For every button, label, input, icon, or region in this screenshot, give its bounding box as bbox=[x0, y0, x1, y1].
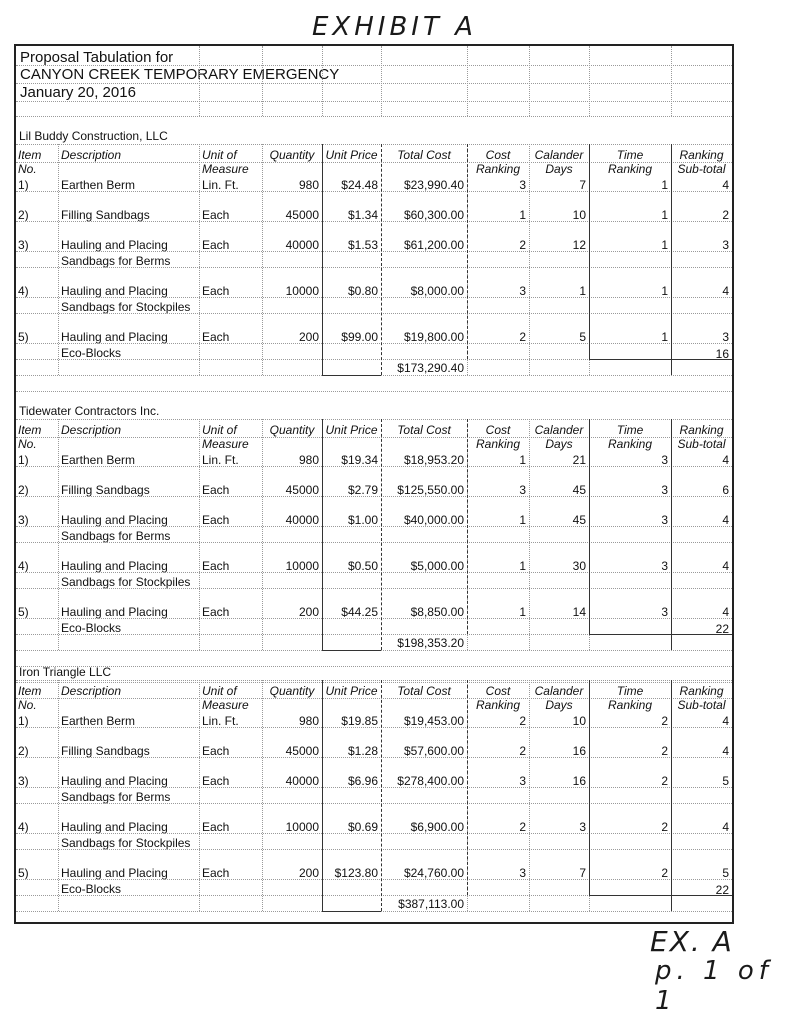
item-quantity: 200 bbox=[298, 866, 319, 880]
tabulation-sheet bbox=[14, 44, 734, 924]
bidder-ranking-total: 22 bbox=[715, 622, 729, 636]
item-unit: Lin. Ft. bbox=[202, 178, 239, 192]
col-header-ranking: Ranking bbox=[679, 148, 724, 162]
item-time-ranking: 2 bbox=[661, 744, 668, 758]
grid-row-line bbox=[16, 343, 732, 344]
item-description: Hauling and Placing bbox=[61, 238, 168, 252]
item-total-cost: $6,900.00 bbox=[410, 820, 464, 834]
item-cost-ranking: 1 bbox=[519, 453, 526, 467]
col-header-quantity: Quantity bbox=[269, 423, 315, 437]
col-header-time: Time bbox=[616, 423, 644, 437]
item-total-cost: $8,000.00 bbox=[410, 284, 464, 298]
grid-row-line bbox=[16, 251, 732, 252]
bidder-total-cost: $387,113.00 bbox=[398, 897, 464, 911]
item-ranking-subtotal: 4 bbox=[722, 605, 729, 619]
grid-column-line bbox=[467, 419, 468, 634]
item-number: 5) bbox=[18, 330, 29, 344]
page-of-handwriting: p. 1 of 1 bbox=[655, 956, 773, 1016]
item-ranking-subtotal: 4 bbox=[722, 284, 729, 298]
item-quantity: 980 bbox=[298, 714, 319, 728]
item-description: Hauling and Placing bbox=[61, 330, 168, 344]
grid-column-line bbox=[199, 144, 200, 375]
item-quantity: 10000 bbox=[285, 284, 319, 298]
item-days: 10 bbox=[572, 714, 586, 728]
title-line-2: CANYON CREEK TEMPORARY EMERGENCY bbox=[20, 66, 340, 83]
grid-row-line bbox=[16, 496, 732, 497]
item-days: 7 bbox=[579, 866, 586, 880]
item-cost-ranking: 3 bbox=[519, 866, 526, 880]
item-number: 4) bbox=[18, 820, 29, 834]
item-description-detail: Sandbags for Stockpiles bbox=[61, 300, 191, 314]
item-days: 30 bbox=[572, 559, 586, 573]
col-header-days: Days bbox=[545, 162, 573, 176]
item-unit-price: $0.50 bbox=[347, 559, 378, 573]
item-description: Hauling and Placing bbox=[61, 513, 168, 527]
grid-row-line bbox=[16, 879, 732, 880]
item-time-ranking: 2 bbox=[661, 820, 668, 834]
col-header-time-ranking: Ranking bbox=[607, 437, 653, 451]
col-header-cost-ranking: Ranking bbox=[475, 437, 521, 451]
item-unit: Each bbox=[202, 513, 230, 527]
item-cost-ranking: 2 bbox=[519, 238, 526, 252]
item-unit-price: $0.69 bbox=[347, 820, 378, 834]
item-number: 4) bbox=[18, 284, 29, 298]
item-cost-ranking: 2 bbox=[519, 744, 526, 758]
item-unit: Each bbox=[202, 483, 230, 497]
col-header-unit: Unit of bbox=[202, 684, 237, 698]
item-unit-price: $1.00 bbox=[347, 513, 378, 527]
total-underline bbox=[589, 634, 732, 635]
item-quantity: 45000 bbox=[285, 483, 319, 497]
grid-row-line bbox=[16, 757, 732, 758]
grid-row-line bbox=[16, 727, 732, 728]
grid-column-line bbox=[262, 46, 263, 116]
col-header-total-cost: Total Cost bbox=[397, 148, 451, 162]
item-cost-ranking: 2 bbox=[519, 714, 526, 728]
item-total-cost: $18,953.20 bbox=[403, 453, 464, 467]
col-header-time: Time bbox=[616, 684, 644, 698]
grid-row-line bbox=[16, 391, 732, 392]
col-header-subtotal: Sub-total bbox=[677, 437, 726, 451]
item-quantity: 45000 bbox=[285, 208, 319, 222]
item-ranking-subtotal: 4 bbox=[722, 178, 729, 192]
item-time-ranking: 2 bbox=[661, 774, 668, 788]
grid-row-line bbox=[16, 83, 732, 84]
item-description: Filling Sandbags bbox=[61, 744, 150, 758]
grid-row-line bbox=[16, 313, 732, 314]
grid-row-line bbox=[16, 588, 732, 589]
bidder-total-cost: $198,353.20 bbox=[397, 636, 464, 650]
item-description-detail: Sandbags for Berms bbox=[61, 529, 171, 543]
col-header-calander: Calander bbox=[534, 423, 584, 437]
grid-column-line bbox=[529, 144, 530, 375]
grid-row-line bbox=[16, 803, 732, 804]
grid-column-line bbox=[262, 419, 263, 650]
item-ranking-subtotal: 2 bbox=[722, 208, 729, 222]
item-unit: Each bbox=[202, 330, 230, 344]
grid-column-line bbox=[529, 46, 530, 116]
item-unit: Each bbox=[202, 774, 230, 788]
item-ranking-subtotal: 5 bbox=[722, 774, 729, 788]
col-header-calander: Calander bbox=[534, 148, 584, 162]
col-header-measure: Measure bbox=[202, 437, 249, 451]
item-total-cost: $24,760.00 bbox=[403, 866, 464, 880]
item-quantity: 40000 bbox=[285, 238, 319, 252]
col-header-unit-price: Unit Price bbox=[325, 423, 378, 437]
col-header-cost: Cost bbox=[485, 148, 511, 162]
item-description: Earthen Berm bbox=[61, 714, 136, 728]
item-days: 16 bbox=[572, 744, 586, 758]
item-unit-price: $1.34 bbox=[347, 208, 378, 222]
grid-row-line bbox=[16, 466, 732, 467]
col-header-no: No. bbox=[18, 162, 37, 176]
col-header-ranking: Ranking bbox=[679, 684, 724, 698]
col-header-unit: Unit of bbox=[202, 423, 237, 437]
item-total-cost: $8,850.00 bbox=[410, 605, 464, 619]
item-number: 2) bbox=[18, 483, 29, 497]
grid-column-line bbox=[381, 46, 382, 116]
item-total-cost: $278,400.00 bbox=[397, 774, 464, 788]
grid-column-line bbox=[589, 144, 590, 359]
item-time-ranking: 1 bbox=[661, 178, 668, 192]
item-unit-price: $1.53 bbox=[347, 238, 378, 252]
item-description-detail: Eco-Blocks bbox=[61, 346, 122, 360]
grid-column-line bbox=[671, 46, 672, 116]
item-description: Hauling and Placing bbox=[61, 559, 168, 573]
item-description: Earthen Berm bbox=[61, 453, 136, 467]
grid-column-line bbox=[671, 680, 672, 911]
grid-row-line bbox=[16, 267, 732, 268]
item-days: 5 bbox=[579, 330, 586, 344]
item-quantity: 40000 bbox=[285, 513, 319, 527]
grid-row-line bbox=[16, 65, 732, 66]
grid-column-line bbox=[199, 419, 200, 650]
col-header-time-ranking: Ranking bbox=[607, 698, 653, 712]
grid-column-line bbox=[589, 46, 590, 116]
item-ranking-subtotal: 6 bbox=[722, 483, 729, 497]
item-quantity: 980 bbox=[298, 178, 319, 192]
item-number: 3) bbox=[18, 513, 29, 527]
col-header-calander: Calander bbox=[534, 684, 584, 698]
item-time-ranking: 3 bbox=[661, 513, 668, 527]
item-quantity: 980 bbox=[298, 453, 319, 467]
item-total-cost: $19,453.00 bbox=[403, 714, 464, 728]
bidder-ranking-total: 16 bbox=[715, 347, 729, 361]
col-header-quantity: Quantity bbox=[269, 684, 315, 698]
grid-column-line bbox=[58, 419, 59, 650]
total-underline bbox=[322, 375, 381, 376]
col-header-cost: Cost bbox=[485, 423, 511, 437]
item-unit-price: $123.80 bbox=[334, 866, 378, 880]
item-description-detail: Eco-Blocks bbox=[61, 882, 122, 896]
grid-row-line bbox=[16, 682, 732, 683]
col-header-cost: Cost bbox=[485, 684, 511, 698]
item-unit-price: $44.25 bbox=[341, 605, 378, 619]
bidder-name: Lil Buddy Construction, LLC bbox=[19, 129, 168, 143]
grid-column-line bbox=[467, 144, 468, 359]
grid-row-line bbox=[16, 419, 732, 420]
col-header-item: Item bbox=[18, 148, 42, 162]
grid-column-line bbox=[467, 46, 468, 116]
item-total-cost: $23,990.40 bbox=[403, 178, 464, 192]
grid-row-line bbox=[16, 849, 732, 850]
grid-row-line bbox=[16, 191, 732, 192]
item-total-cost: $125,550.00 bbox=[397, 483, 464, 497]
grid-row-line bbox=[16, 221, 732, 222]
item-description: Hauling and Placing bbox=[61, 774, 168, 788]
item-quantity: 200 bbox=[298, 330, 319, 344]
item-number: 1) bbox=[18, 178, 29, 192]
exhibit-handwriting: EXHIBIT A bbox=[312, 12, 477, 42]
bidder-ranking-total: 22 bbox=[715, 883, 729, 897]
item-unit-price: $19.85 bbox=[341, 714, 378, 728]
col-header-unit-price: Unit Price bbox=[325, 148, 378, 162]
item-unit: Each bbox=[202, 820, 230, 834]
item-days: 7 bbox=[579, 178, 586, 192]
total-underline bbox=[589, 359, 732, 360]
item-unit: Each bbox=[202, 559, 230, 573]
item-description: Hauling and Placing bbox=[61, 284, 168, 298]
item-description: Hauling and Placing bbox=[61, 866, 168, 880]
item-days: 10 bbox=[572, 208, 586, 222]
item-days: 1 bbox=[579, 284, 586, 298]
item-unit-price: $99.00 bbox=[341, 330, 378, 344]
item-time-ranking: 1 bbox=[661, 330, 668, 344]
item-time-ranking: 1 bbox=[661, 208, 668, 222]
item-description: Hauling and Placing bbox=[61, 820, 168, 834]
grid-row-line bbox=[16, 680, 732, 681]
item-days: 16 bbox=[572, 774, 586, 788]
item-cost-ranking: 2 bbox=[519, 330, 526, 344]
item-cost-ranking: 1 bbox=[519, 208, 526, 222]
grid-column-line bbox=[381, 144, 382, 375]
grid-row-line bbox=[16, 144, 732, 145]
col-header-total-cost: Total Cost bbox=[397, 423, 451, 437]
item-number: 2) bbox=[18, 744, 29, 758]
grid-row-line bbox=[16, 116, 732, 117]
item-number: 1) bbox=[18, 714, 29, 728]
item-unit-price: $1.28 bbox=[347, 744, 378, 758]
item-time-ranking: 2 bbox=[661, 714, 668, 728]
item-quantity: 10000 bbox=[285, 820, 319, 834]
item-ranking-subtotal: 4 bbox=[722, 744, 729, 758]
item-description-detail: Sandbags for Stockpiles bbox=[61, 575, 191, 589]
item-days: 14 bbox=[572, 605, 586, 619]
item-unit: Each bbox=[202, 238, 230, 252]
col-header-cost-ranking: Ranking bbox=[475, 698, 521, 712]
item-description-detail: Sandbags for Berms bbox=[61, 790, 171, 804]
item-quantity: 200 bbox=[298, 605, 319, 619]
item-total-cost: $5,000.00 bbox=[410, 559, 464, 573]
item-time-ranking: 2 bbox=[661, 866, 668, 880]
col-header-unit: Unit of bbox=[202, 148, 237, 162]
grid-row-line bbox=[16, 787, 732, 788]
col-header-total-cost: Total Cost bbox=[397, 684, 451, 698]
item-ranking-subtotal: 3 bbox=[722, 330, 729, 344]
col-header-measure: Measure bbox=[202, 162, 249, 176]
grid-column-line bbox=[467, 680, 468, 895]
title-line-3: January 20, 2016 bbox=[20, 84, 136, 101]
item-days: 12 bbox=[572, 238, 586, 252]
item-total-cost: $40,000.00 bbox=[403, 513, 464, 527]
grid-column-line bbox=[589, 419, 590, 634]
item-cost-ranking: 1 bbox=[519, 559, 526, 573]
grid-row-line bbox=[16, 297, 732, 298]
item-days: 45 bbox=[572, 513, 586, 527]
grid-column-line bbox=[381, 680, 382, 911]
col-header-item: Item bbox=[18, 684, 42, 698]
item-days: 3 bbox=[579, 820, 586, 834]
grid-row-line bbox=[16, 542, 732, 543]
col-header-quantity: Quantity bbox=[269, 148, 315, 162]
title-line-1: Proposal Tabulation for bbox=[20, 49, 174, 66]
item-description: Filling Sandbags bbox=[61, 483, 150, 497]
item-unit: Each bbox=[202, 744, 230, 758]
item-total-cost: $60,300.00 bbox=[403, 208, 464, 222]
grid-row-line bbox=[16, 437, 732, 438]
col-header-no: No. bbox=[18, 698, 37, 712]
col-header-description: Description bbox=[61, 148, 122, 162]
col-header-measure: Measure bbox=[202, 698, 249, 712]
item-days: 45 bbox=[572, 483, 586, 497]
grid-column-line bbox=[262, 680, 263, 911]
col-header-subtotal: Sub-total bbox=[677, 698, 726, 712]
item-ranking-subtotal: 5 bbox=[722, 866, 729, 880]
item-number: 3) bbox=[18, 774, 29, 788]
col-header-time-ranking: Ranking bbox=[607, 162, 653, 176]
grid-column-line bbox=[529, 419, 530, 650]
item-time-ranking: 1 bbox=[661, 238, 668, 252]
item-cost-ranking: 3 bbox=[519, 178, 526, 192]
grid-column-line bbox=[381, 419, 382, 650]
item-time-ranking: 1 bbox=[661, 284, 668, 298]
item-ranking-subtotal: 4 bbox=[722, 453, 729, 467]
item-time-ranking: 3 bbox=[661, 453, 668, 467]
grid-column-line bbox=[199, 680, 200, 911]
item-cost-ranking: 3 bbox=[519, 774, 526, 788]
grid-column-line bbox=[322, 419, 323, 650]
total-underline bbox=[322, 911, 381, 912]
item-number: 1) bbox=[18, 453, 29, 467]
col-header-time: Time bbox=[616, 148, 644, 162]
col-header-description: Description bbox=[61, 684, 122, 698]
item-cost-ranking: 2 bbox=[519, 820, 526, 834]
bidder-name: Iron Triangle LLC bbox=[19, 665, 112, 679]
bidder-name: Tidewater Contractors Inc. bbox=[19, 404, 160, 418]
col-header-ranking: Ranking bbox=[679, 423, 724, 437]
grid-column-line bbox=[589, 680, 590, 895]
item-time-ranking: 3 bbox=[661, 483, 668, 497]
grid-row-line bbox=[16, 162, 732, 163]
item-unit: Lin. Ft. bbox=[202, 453, 239, 467]
item-unit: Each bbox=[202, 866, 230, 880]
item-quantity: 45000 bbox=[285, 744, 319, 758]
item-quantity: 40000 bbox=[285, 774, 319, 788]
item-number: 4) bbox=[18, 559, 29, 573]
item-unit: Each bbox=[202, 605, 230, 619]
item-ranking-subtotal: 4 bbox=[722, 559, 729, 573]
item-description: Earthen Berm bbox=[61, 178, 136, 192]
item-unit-price: $2.79 bbox=[347, 483, 378, 497]
grid-row-line bbox=[16, 572, 732, 573]
item-description: Filling Sandbags bbox=[61, 208, 150, 222]
item-ranking-subtotal: 4 bbox=[722, 513, 729, 527]
col-header-cost-ranking: Ranking bbox=[475, 162, 521, 176]
item-description-detail: Eco-Blocks bbox=[61, 621, 122, 635]
grid-row-line bbox=[16, 618, 732, 619]
grid-row-line bbox=[16, 698, 732, 699]
total-underline bbox=[589, 895, 732, 896]
grid-column-line bbox=[199, 46, 200, 116]
item-cost-ranking: 1 bbox=[519, 513, 526, 527]
item-unit: Each bbox=[202, 284, 230, 298]
item-time-ranking: 3 bbox=[661, 559, 668, 573]
item-total-cost: $61,200.00 bbox=[403, 238, 464, 252]
col-header-days: Days bbox=[545, 698, 573, 712]
grid-column-line bbox=[262, 144, 263, 375]
grid-column-line bbox=[671, 419, 672, 650]
item-days: 21 bbox=[572, 453, 586, 467]
item-description: Hauling and Placing bbox=[61, 605, 168, 619]
grid-row-line bbox=[16, 833, 732, 834]
grid-column-line bbox=[58, 144, 59, 375]
item-cost-ranking: 1 bbox=[519, 605, 526, 619]
ex-a-handwriting: EX. A bbox=[650, 925, 734, 958]
item-quantity: 10000 bbox=[285, 559, 319, 573]
item-total-cost: $57,600.00 bbox=[403, 744, 464, 758]
item-unit-price: $24.48 bbox=[341, 178, 378, 192]
grid-column-line bbox=[58, 680, 59, 911]
item-cost-ranking: 3 bbox=[519, 284, 526, 298]
item-cost-ranking: 3 bbox=[519, 483, 526, 497]
item-total-cost: $19,800.00 bbox=[403, 330, 464, 344]
col-header-description: Description bbox=[61, 423, 122, 437]
item-ranking-subtotal: 4 bbox=[722, 714, 729, 728]
item-number: 2) bbox=[18, 208, 29, 222]
item-unit-price: $6.96 bbox=[347, 774, 378, 788]
grid-row-line bbox=[16, 666, 732, 667]
grid-row-line bbox=[16, 101, 732, 102]
col-header-no: No. bbox=[18, 437, 37, 451]
grid-column-line bbox=[322, 144, 323, 375]
bidder-total-cost: $173,290.40 bbox=[397, 361, 464, 375]
col-header-item: Item bbox=[18, 423, 42, 437]
grid-column-line bbox=[671, 144, 672, 375]
item-ranking-subtotal: 4 bbox=[722, 820, 729, 834]
col-header-unit-price: Unit Price bbox=[325, 684, 378, 698]
item-number: 5) bbox=[18, 605, 29, 619]
grid-row-line bbox=[16, 526, 732, 527]
total-underline bbox=[322, 650, 381, 651]
grid-column-line bbox=[322, 46, 323, 116]
item-description-detail: Sandbags for Berms bbox=[61, 254, 171, 268]
item-number: 3) bbox=[18, 238, 29, 252]
item-ranking-subtotal: 3 bbox=[722, 238, 729, 252]
grid-column-line bbox=[322, 680, 323, 911]
item-unit-price: $19.34 bbox=[341, 453, 378, 467]
col-header-days: Days bbox=[545, 437, 573, 451]
item-number: 5) bbox=[18, 866, 29, 880]
item-unit-price: $0.80 bbox=[347, 284, 378, 298]
item-unit: Lin. Ft. bbox=[202, 714, 239, 728]
item-description-detail: Sandbags for Stockpiles bbox=[61, 836, 191, 850]
grid-column-line bbox=[529, 680, 530, 911]
item-time-ranking: 3 bbox=[661, 605, 668, 619]
item-unit: Each bbox=[202, 208, 230, 222]
col-header-subtotal: Sub-total bbox=[677, 162, 726, 176]
